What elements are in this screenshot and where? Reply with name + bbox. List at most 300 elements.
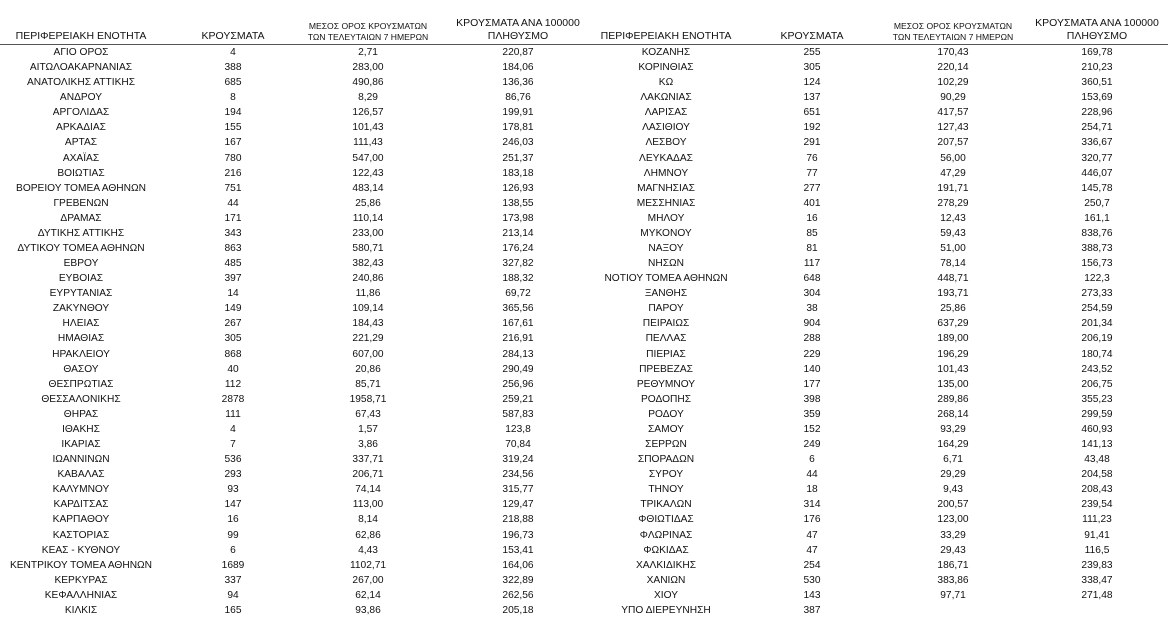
cell-avg7: 6,71 <box>943 454 963 466</box>
cell-avg7: 101,43 <box>352 122 384 134</box>
table-row <box>586 467 1168 482</box>
table-row <box>586 362 1168 377</box>
cell-cases: 8 <box>230 92 236 104</box>
cell-avg7: 59,43 <box>940 227 966 239</box>
table-row <box>0 75 586 90</box>
cell-avg7: 62,14 <box>355 589 381 601</box>
cell-avg7: 448,71 <box>937 273 969 285</box>
cell-region: ΠΡΕΒΕΖΑΣ <box>639 363 693 375</box>
cell-region: ΣΑΜΟΥ <box>648 423 684 435</box>
cell-region: ΜΗΛΟΥ <box>647 212 685 224</box>
cell-per100k: 355,23 <box>1081 393 1113 405</box>
cell-cases: 81 <box>806 243 818 255</box>
cell-cases: 780 <box>224 152 242 164</box>
cell-region: ΝΟΤΙΟΥ ΤΟΜΕΑ ΑΘΗΝΩΝ <box>604 273 728 285</box>
table-row <box>0 135 586 150</box>
cell-region: ΒΟΙΩΤΙΑΣ <box>57 167 105 179</box>
cell-avg7: 3,86 <box>358 439 378 451</box>
cell-per100k: 587,83 <box>502 408 534 420</box>
table-row <box>0 226 586 241</box>
col-header-region: ΠΕΡΙΦΕΡΕΙΑΚΗ ΕΝΟΤΗΤΑ <box>600 30 732 42</box>
cell-per100k: 123,8 <box>505 423 531 435</box>
cell-cases: 4 <box>230 47 236 58</box>
col-header-per100k-line1: ΚΡΟΥΣΜΑΤΑ ΑΝΑ 100000 <box>456 17 580 29</box>
cell-cases: 2878 <box>221 393 245 405</box>
cell-region: ΠΕΛΛΑΣ <box>645 333 687 345</box>
col-header-per100k-line1: ΚΡΟΥΣΜΑΤΑ ΑΝΑ 100000 <box>1035 17 1159 29</box>
table-row <box>586 45 1168 60</box>
cell-region: ΚΑΛΥΜΝΟΥ <box>52 484 110 496</box>
col-header-cases: ΚΡΟΥΣΜΑΤΑ <box>780 30 844 42</box>
cell-region: ΦΛΩΡΙΝΑΣ <box>639 529 693 541</box>
table-row <box>0 467 586 482</box>
cell-cases: 904 <box>803 318 821 330</box>
cell-region: ΔΥΤΙΚΟΥ ΤΟΜΕΑ ΑΘΗΝΩΝ <box>17 243 145 255</box>
cell-cases: 305 <box>803 62 821 74</box>
table-row <box>586 558 1168 573</box>
col-header-avg7-line1: ΜΕΣΟΣ ΟΡΟΣ ΚΡΟΥΣΜΑΤΩΝ <box>893 21 1013 31</box>
cell-per100k: 70,84 <box>505 439 531 451</box>
cell-cases: 117 <box>803 258 821 270</box>
table-row <box>0 256 586 271</box>
cell-region: ΤΗΝΟΥ <box>648 484 684 496</box>
cell-region: ΛΕΥΚΑΔΑΣ <box>639 152 693 164</box>
cell-per100k: 213,14 <box>502 227 534 239</box>
cell-region: ΛΑΣΙΘΙΟΥ <box>642 122 690 134</box>
cell-region: ΔΥΤΙΚΗΣ ΑΤΤΙΚΗΣ <box>37 227 125 239</box>
cell-region: ΛΑΚΩΝΙΑΣ <box>640 92 692 104</box>
cell-region: ΛΗΜΝΟΥ <box>643 167 689 179</box>
cell-avg7: 490,86 <box>352 77 384 89</box>
cell-per100k: 204,58 <box>1081 469 1113 481</box>
cell-per100k: 210,23 <box>1081 62 1113 74</box>
cell-cases: 1689 <box>221 559 245 571</box>
cell-cases: 194 <box>224 107 242 119</box>
cell-region: ΕΥΒΟΙΑΣ <box>58 273 104 285</box>
cell-cases: 530 <box>803 574 821 586</box>
cell-cases: 648 <box>803 273 821 285</box>
cell-per100k: 290,49 <box>502 363 534 375</box>
cell-region: ΚΑΡΔΙΤΣΑΣ <box>53 499 109 511</box>
cell-per100k: 336,67 <box>1081 137 1113 149</box>
cell-per100k: 259,21 <box>502 393 534 405</box>
cell-per100k: 254,59 <box>1081 303 1113 315</box>
col-header-per100k-line2: ΠΛΗΘΥΣΜΟ <box>1066 30 1128 42</box>
cell-region: ΙΘΑΚΗΣ <box>62 423 100 435</box>
cell-region: ΜΥΚΟΝΟΥ <box>640 227 692 239</box>
cell-avg7: 220,14 <box>937 62 969 74</box>
cell-avg7: 11,86 <box>355 288 381 300</box>
cell-avg7: 29,29 <box>940 469 966 481</box>
cell-per100k: 188,32 <box>502 273 534 285</box>
cell-per100k: 161,1 <box>1084 212 1110 224</box>
cell-per100k: 271,48 <box>1081 589 1113 601</box>
col-header-avg7 <box>878 21 1028 43</box>
table-row <box>0 392 586 407</box>
cell-per100k: 206,75 <box>1081 378 1113 390</box>
cell-avg7: 12,43 <box>940 212 966 224</box>
cell-region: ΘΕΣΠΡΩΤΙΑΣ <box>48 378 114 390</box>
cell-avg7: 29,43 <box>940 544 966 556</box>
col-header-per100k <box>448 17 588 43</box>
cell-cases: 6 <box>230 544 236 556</box>
table-row <box>586 286 1168 301</box>
cell-cases: 18 <box>806 484 818 496</box>
cell-cases: 304 <box>803 288 821 300</box>
cell-region: ΚΩ <box>658 77 674 89</box>
table-row <box>0 543 586 558</box>
cell-cases: 44 <box>227 197 239 209</box>
cell-avg7: 382,43 <box>352 258 384 270</box>
cell-avg7: 200,57 <box>937 499 969 511</box>
table-row <box>586 135 1168 150</box>
table-row <box>586 316 1168 331</box>
cell-cases: 143 <box>803 589 821 601</box>
col-header-per100k <box>1026 17 1168 43</box>
cell-avg7: 233,00 <box>352 227 384 239</box>
cell-cases: 76 <box>806 152 818 164</box>
left-table-body <box>0 45 586 618</box>
cell-avg7: 164,29 <box>937 439 969 451</box>
table-row <box>0 437 586 452</box>
cell-avg7: 93,29 <box>940 423 966 435</box>
cell-cases: 111 <box>225 408 241 420</box>
cell-avg7: 170,43 <box>937 47 969 58</box>
table-row <box>0 286 586 301</box>
cell-avg7: 383,86 <box>937 574 969 586</box>
table-row <box>0 452 586 467</box>
cell-avg7: 135,00 <box>937 378 969 390</box>
cell-avg7: 1958,71 <box>349 393 387 405</box>
cell-cases: 343 <box>224 227 242 239</box>
cell-cases: 291 <box>803 137 821 149</box>
cell-region: ΡΕΘΥΜΝΟΥ <box>636 378 696 390</box>
cell-region: ΑΙΤΩΛΟΑΚΑΡΝΑΝΙΑΣ <box>29 62 133 74</box>
table-row <box>0 512 586 527</box>
cell-per100k: 322,89 <box>502 574 534 586</box>
cell-cases: 155 <box>224 122 242 134</box>
cell-region: ΘΕΣΣΑΛΟΝΙΚΗΣ <box>41 393 121 405</box>
cell-region: ΒΟΡΕΙΟΥ ΤΟΜΕΑ ΑΘΗΝΩΝ <box>16 182 146 194</box>
table-row <box>586 60 1168 75</box>
cell-cases: 7 <box>230 439 236 451</box>
cell-cases: 94 <box>227 589 239 601</box>
right-table-header <box>586 0 1168 45</box>
cell-avg7: 33,29 <box>940 529 966 541</box>
cell-per100k: 206,19 <box>1081 333 1113 345</box>
table-row <box>586 422 1168 437</box>
cell-region: ΙΚΑΡΙΑΣ <box>61 439 101 451</box>
cell-per100k: 228,96 <box>1081 107 1113 119</box>
cell-cases: 40 <box>227 363 239 375</box>
cell-avg7: 90,29 <box>940 92 966 104</box>
cell-avg7: 4,43 <box>358 544 378 556</box>
cell-avg7: 126,57 <box>352 107 384 119</box>
cell-cases: 288 <box>803 333 821 345</box>
cell-per100k: 388,73 <box>1081 243 1113 255</box>
cell-region: ΚΟΡΙΝΘΙΑΣ <box>638 62 694 74</box>
cell-avg7: 189,00 <box>937 333 969 345</box>
col-header-avg7-line2: ΤΩΝ ΤΕΛΕΥΤΑΙΩΝ 7 ΗΜΕΡΩΝ <box>307 32 429 42</box>
cell-avg7: 101,43 <box>937 363 969 375</box>
cell-per100k: 251,37 <box>502 152 534 164</box>
table-row <box>0 105 586 120</box>
cell-region: ΕΥΡΥΤΑΝΙΑΣ <box>49 288 113 300</box>
table-row <box>0 60 586 75</box>
table-row <box>586 271 1168 286</box>
cell-avg7: 607,00 <box>352 348 384 360</box>
cell-per100k: 256,96 <box>502 378 534 390</box>
cell-avg7: 20,86 <box>355 363 381 375</box>
cell-region: ΕΒΡΟΥ <box>63 258 99 270</box>
cell-cases: 85 <box>806 227 818 239</box>
cell-per100k: 205,18 <box>502 604 534 616</box>
cell-per100k: 126,93 <box>502 182 534 194</box>
table-row <box>586 301 1168 316</box>
cell-avg7: 8,14 <box>358 514 378 526</box>
cell-per100k: 43,48 <box>1084 454 1110 466</box>
cell-cases: 751 <box>224 182 242 194</box>
table-row <box>0 301 586 316</box>
cell-per100k: 199,91 <box>502 107 534 119</box>
cell-region: ΑΡΚΑΔΙΑΣ <box>56 122 106 134</box>
cell-cases: 38 <box>806 303 818 315</box>
cell-per100k: 218,88 <box>502 514 534 526</box>
table-row <box>0 196 586 211</box>
cell-cases: 277 <box>803 182 821 194</box>
cell-per100k: 91,41 <box>1084 529 1110 541</box>
cell-region: ΗΜΑΘΙΑΣ <box>57 333 105 345</box>
cell-per100k: 262,56 <box>502 589 534 601</box>
cell-per100k: 164,06 <box>502 559 534 571</box>
cell-per100k: 178,81 <box>502 122 534 134</box>
cell-region: ΤΡΙΚΑΛΩΝ <box>640 499 692 511</box>
cell-avg7: 337,71 <box>352 454 384 466</box>
cell-per100k: 243,52 <box>1081 363 1113 375</box>
table-row <box>0 528 586 543</box>
cell-region: ΓΡΕΒΕΝΩΝ <box>53 197 109 209</box>
table-row <box>0 181 586 196</box>
cell-avg7: 78,14 <box>940 258 966 270</box>
cell-region: ΛΕΣΒΟΥ <box>645 137 687 149</box>
table-row <box>586 256 1168 271</box>
table-row <box>586 151 1168 166</box>
cell-region: ΧΙΟΥ <box>653 589 679 601</box>
cell-cases: 685 <box>224 77 242 89</box>
cell-per100k: 111,23 <box>1082 514 1112 526</box>
cell-region: ΡΟΔΟΠΗΣ <box>640 393 692 405</box>
cell-avg7: 283,00 <box>352 62 384 74</box>
cell-avg7: 25,86 <box>940 303 966 315</box>
table-row <box>0 151 586 166</box>
cell-per100k: 220,87 <box>502 47 534 58</box>
cell-avg7: 207,57 <box>937 137 969 149</box>
cell-region: ΧΑΝΙΩΝ <box>646 574 686 586</box>
cell-cases: 388 <box>224 62 242 74</box>
table-row <box>586 196 1168 211</box>
cell-cases: 359 <box>803 408 821 420</box>
cell-region: ΥΠΟ ΔΙΕΡΕΥΝΗΣΗ <box>621 604 711 616</box>
cell-per100k: 153,41 <box>502 544 534 556</box>
cell-per100k: 234,56 <box>502 469 534 481</box>
cell-region: ΚΑΣΤΟΡΙΑΣ <box>52 529 110 541</box>
cell-region: ΗΡΑΚΛΕΙΟΥ <box>52 348 110 360</box>
col-header-avg7-line1: ΜΕΣΟΣ ΟΡΟΣ ΚΡΟΥΣΜΑΤΩΝ <box>308 21 428 31</box>
cell-region: ΚΟΖΑΝΗΣ <box>641 47 691 58</box>
cell-region: ΑΡΓΟΛΙΔΑΣ <box>52 107 110 119</box>
cell-region: ΚΑΒΑΛΑΣ <box>57 469 105 481</box>
cell-region: ΜΕΣΣΗΝΙΑΣ <box>636 197 696 209</box>
cell-avg7: 110,14 <box>352 212 384 224</box>
cell-avg7: 240,86 <box>352 273 384 285</box>
cell-region: ΣΕΡΡΩΝ <box>645 439 687 451</box>
cell-avg7: 47,29 <box>940 167 966 179</box>
cell-per100k: 141,13 <box>1081 439 1113 451</box>
cell-per100k: 138,55 <box>502 197 534 209</box>
cell-avg7: 547,00 <box>352 152 384 164</box>
table-row <box>586 377 1168 392</box>
cell-cases: 229 <box>803 348 821 360</box>
cell-region: ΦΘΙΩΤΙΔΑΣ <box>638 514 694 526</box>
cell-region: ΘΗΡΑΣ <box>63 408 99 420</box>
table-row <box>586 90 1168 105</box>
cell-cases: 305 <box>224 333 242 345</box>
cell-avg7: 186,71 <box>937 559 969 571</box>
cell-per100k: 250,7 <box>1084 197 1110 209</box>
table-row <box>586 211 1168 226</box>
table-row <box>0 588 586 603</box>
cell-cases: 149 <box>224 303 242 315</box>
table-row <box>0 407 586 422</box>
cell-cases: 651 <box>803 107 821 119</box>
cell-per100k: 246,03 <box>502 137 534 149</box>
col-header-avg7 <box>300 21 436 43</box>
cell-cases: 255 <box>803 47 821 58</box>
cell-cases: 16 <box>806 212 818 224</box>
cell-region: ΙΩΑΝΝΙΝΩΝ <box>52 454 110 466</box>
cell-cases: 147 <box>224 499 242 511</box>
cell-region: ΑΧΑΪΑΣ <box>62 152 100 164</box>
table-row <box>586 166 1168 181</box>
table-row <box>586 75 1168 90</box>
table-row <box>0 573 586 588</box>
cell-cases: 137 <box>803 92 821 104</box>
cell-cases: 267 <box>224 318 242 330</box>
cell-cases: 140 <box>803 363 821 375</box>
cell-cases: 16 <box>227 514 239 526</box>
cell-avg7: 196,29 <box>937 348 969 360</box>
table-row <box>586 482 1168 497</box>
cell-avg7: 122,43 <box>352 167 384 179</box>
table-row <box>586 181 1168 196</box>
cell-avg7: 127,43 <box>937 122 969 134</box>
cell-region: ΞΑΝΘΗΣ <box>644 288 688 300</box>
cell-per100k: 86,76 <box>505 92 531 104</box>
cell-cases: 868 <box>224 348 242 360</box>
cell-cases: 171 <box>224 212 242 224</box>
cell-per100k: 167,61 <box>502 318 534 330</box>
col-header-per100k-line2: ΠΛΗΘΥΣΜΟ <box>487 30 549 42</box>
cell-per100k: 284,13 <box>502 348 534 360</box>
cell-cases: 4 <box>230 423 236 435</box>
cell-cases: 47 <box>806 529 818 541</box>
cell-avg7: 123,00 <box>937 514 969 526</box>
cell-avg7: 193,71 <box>937 288 969 300</box>
cell-cases: 77 <box>806 167 818 179</box>
cell-region: ΗΛΕΙΑΣ <box>62 318 100 330</box>
cell-per100k: 254,71 <box>1081 122 1113 134</box>
table-row <box>0 422 586 437</box>
cell-per100k: 183,18 <box>502 167 534 179</box>
cell-region: ΑΝΔΡΟΥ <box>59 92 103 104</box>
cell-per100k: 196,73 <box>502 529 534 541</box>
cell-avg7: 483,14 <box>352 182 384 194</box>
cell-cases: 254 <box>803 559 821 571</box>
table-row <box>586 347 1168 362</box>
cell-avg7: 2,71 <box>358 47 378 58</box>
right-table <box>586 0 1168 618</box>
col-header-avg7-line2: ΤΩΝ ΤΕΛΕΥΤΑΙΩΝ 7 ΗΜΕΡΩΝ <box>892 32 1014 42</box>
right-table-body <box>586 45 1168 618</box>
cell-per100k: 208,43 <box>1081 484 1113 496</box>
table-row <box>586 407 1168 422</box>
cell-per100k: 299,59 <box>1081 408 1113 420</box>
cell-cases: 398 <box>803 393 821 405</box>
cell-avg7: 25,86 <box>355 197 381 209</box>
cell-cases: 47 <box>806 544 818 556</box>
cell-cases: 167 <box>224 137 242 149</box>
cell-cases: 176 <box>803 514 821 526</box>
cell-region: ΑΝΑΤΟΛΙΚΗΣ ΑΤΤΙΚΗΣ <box>26 77 136 89</box>
table-row <box>0 120 586 135</box>
cell-cases: 192 <box>803 122 821 134</box>
cell-per100k: 153,69 <box>1081 92 1113 104</box>
cell-avg7: 267,00 <box>352 574 384 586</box>
table-row <box>586 452 1168 467</box>
table-row <box>586 543 1168 558</box>
cell-avg7: 268,14 <box>937 408 969 420</box>
cell-per100k: 360,51 <box>1081 77 1113 89</box>
table-row <box>0 558 586 573</box>
cell-per100k: 176,24 <box>502 243 534 255</box>
cell-region: ΚΙΛΚΙΣ <box>64 604 98 616</box>
cell-region: ΘΑΣΟΥ <box>63 363 99 375</box>
cell-avg7: 221,29 <box>352 333 384 345</box>
cell-cases: 397 <box>224 273 242 285</box>
cell-avg7: 67,43 <box>355 408 381 420</box>
cell-per100k: 129,47 <box>502 499 534 511</box>
table-row <box>586 512 1168 527</box>
table-row <box>586 241 1168 256</box>
cell-per100k: 122,3 <box>1084 273 1110 285</box>
cell-cases: 216 <box>224 167 242 179</box>
table-row <box>0 316 586 331</box>
cell-cases: 99 <box>227 529 239 541</box>
table-row <box>586 331 1168 346</box>
cell-per100k: 320,77 <box>1081 152 1113 164</box>
cell-per100k: 173,98 <box>502 212 534 224</box>
cell-cases: 93 <box>227 484 239 496</box>
cell-region: ΚΑΡΠΑΘΟΥ <box>52 514 110 526</box>
cell-per100k: 460,93 <box>1081 423 1113 435</box>
cell-avg7: 8,29 <box>358 92 378 104</box>
cell-cases: 124 <box>803 77 821 89</box>
table-row <box>0 482 586 497</box>
cell-cases: 44 <box>806 469 818 481</box>
cell-per100k: 201,34 <box>1081 318 1113 330</box>
cell-cases: 387 <box>803 604 821 616</box>
cell-region: ΦΩΚΙΔΑΣ <box>643 544 689 556</box>
